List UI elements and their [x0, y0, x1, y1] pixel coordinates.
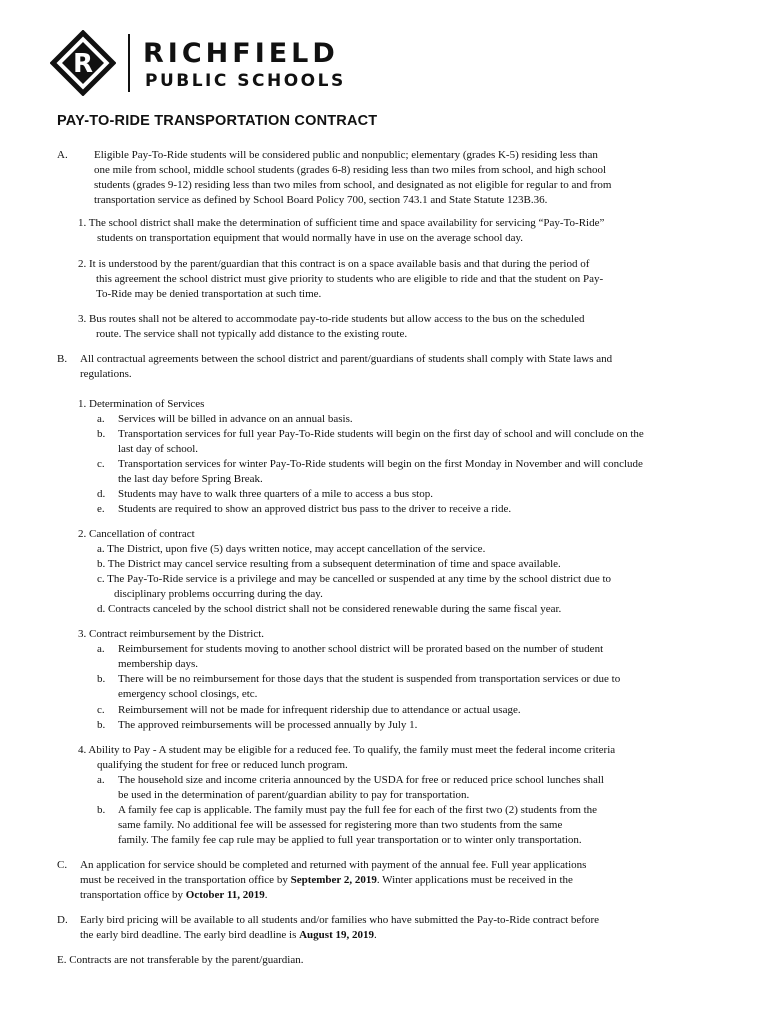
- list-item: b. The District may cancel service resulting from a subsequent determination of time and space available.: [97, 558, 561, 570]
- list-item: Reimbursement for students moving to another school district will be prorated based on the number of student: [118, 643, 604, 655]
- list-item: last day of school.: [118, 443, 199, 455]
- richfield-logo-icon: [50, 30, 116, 96]
- section-b-item-4: qualifying the student for free or reduced lunch program.: [97, 759, 348, 771]
- section-d-marker: D.: [57, 914, 68, 926]
- section-b-text: All contractual agreements between the school district and parent/guardians of students shall comply with State laws and: [80, 353, 613, 365]
- svg-text:R: R: [72, 49, 94, 79]
- section-c-text: transportation office by October 11, 2019.: [80, 889, 268, 901]
- section-a-marker: A.: [57, 149, 68, 161]
- list-item: membership days.: [118, 658, 199, 670]
- list-marker: b.: [97, 428, 106, 440]
- logo-divider: [128, 34, 130, 92]
- list-item: disciplinary problems occurring during the day.: [114, 588, 323, 600]
- list-marker: a.: [97, 413, 105, 425]
- section-b-item-4: 4. Ability to Pay - A student may be eligible for a reduced fee. To qualify, the family must meet the federal income criteria: [78, 744, 616, 756]
- section-a-item-2: this agreement the school district must give priority to students who are eligible to ride and that the student on Pay-: [96, 273, 604, 285]
- list-item: same family. No additional fee will be assessed for registering more than two students from the same: [118, 819, 563, 831]
- section-b-item-3-heading: 3. Contract reimbursement by the District.: [78, 628, 265, 640]
- list-marker: b.: [97, 804, 106, 816]
- list-item: Students may have to walk three quarters of a mile to access a bus stop.: [118, 488, 433, 500]
- section-a-text: transportation service as defined by School Board Policy 700, section 743.1 and State Statute 123B.36.: [94, 194, 548, 206]
- section-a-item-2: 2. It is understood by the parent/guardian that this contract is on a space available basis and that during the period of: [78, 258, 590, 270]
- list-item: Transportation services for full year Pay-To-Ride students will begin on the first day of school and will conclude on the: [118, 428, 644, 440]
- list-marker: d.: [97, 488, 106, 500]
- list-item: There will be no reimbursement for those days that the student is suspended from transportation services or due to: [118, 673, 621, 685]
- list-marker: e.: [97, 503, 105, 515]
- list-marker: a.: [97, 643, 105, 655]
- list-item: Reimbursement will not be made for infrequent ridership due to attendance or actual usage.: [118, 704, 521, 716]
- list-item: Transportation services for winter Pay-To-Ride students will begin on the first Monday in November and will conclude: [118, 458, 643, 470]
- list-item: c. The Pay-To-Ride service is a privilege and may be cancelled or suspended at any time by the school district due to: [97, 573, 612, 585]
- list-marker: a.: [97, 774, 105, 786]
- section-a-text: Eligible Pay-To-Ride students will be considered public and nonpublic; elementary (grades K-5) residing less than: [94, 149, 598, 161]
- section-d-text: the early bird deadline. The early bird deadline is August 19, 2019.: [80, 929, 377, 941]
- section-c-text: must be received in the transportation office by September 2, 2019. Winter applications must be received in the: [80, 874, 573, 886]
- section-d-text: Early bird pricing will be available to all students and/or families who have submitted the Pay-to-Ride contract before: [80, 914, 599, 926]
- list-marker: c.: [97, 704, 105, 716]
- deadline-winter: October 11, 2019: [185, 889, 265, 901]
- section-b-item-2-heading: 2. Cancellation of contract: [78, 528, 195, 540]
- section-b-item-1-heading: 1. Determination of Services: [78, 398, 205, 410]
- list-item: family. The family fee cap rule may be applied to full year transportation or to winter only transportation.: [118, 834, 582, 846]
- section-e-text: E. Contracts are not transferable by the parent/guardian.: [57, 954, 304, 966]
- section-a-item-1: students on transportation equipment that would normally have in use on the average school day.: [97, 232, 524, 244]
- section-a-item-3: route. The service shall not typically add distance to the existing route.: [96, 328, 408, 340]
- section-b-marker: B.: [57, 353, 68, 365]
- list-item: the last day before Spring Break.: [118, 473, 263, 485]
- list-item: The household size and income criteria announced by the USDA for free or reduced price school lunches shall: [118, 774, 604, 786]
- list-item: Students are required to show an approved district bus pass to the driver to receive a ride.: [118, 503, 512, 515]
- list-item: The approved reimbursements will be processed annually by July 1.: [118, 719, 418, 731]
- deadline-full-year: September 2, 2019: [290, 874, 377, 886]
- section-a-text: one mile from school, middle school students (grades 6-8) residing less than two miles from school, and high school: [94, 164, 607, 176]
- list-item: emergency school closings, etc.: [118, 688, 258, 700]
- list-marker: c.: [97, 458, 105, 470]
- deadline-early-bird: August 19, 2019: [299, 929, 374, 941]
- logo-wordmark: RICHFIELD: [143, 38, 339, 69]
- list-marker: b.: [97, 673, 106, 685]
- list-item: d. Contracts canceled by the school district shall not be considered renewable during the same fiscal year.: [97, 603, 562, 615]
- section-a-item-1: 1. The school district shall make the determination of sufficient time and space availability for servicing “Pay-To-Ride”: [78, 217, 605, 229]
- section-c-text: An application for service should be completed and returned with payment of the annual fee. Full year applications: [80, 859, 587, 871]
- list-item: a. The District, upon five (5) days written notice, may accept cancellation of the service.: [97, 543, 486, 555]
- section-a-text: students (grades 9-12) residing less than two miles from school, and designated as not eligible for regular to and from: [94, 179, 612, 191]
- list-item: be used in the determination of parent/guardian ability to pay for transportation.: [118, 789, 470, 801]
- list-item: A family fee cap is applicable. The family must pay the full fee for each of the first two (2) students from the: [118, 804, 598, 816]
- section-c-marker: C.: [57, 859, 68, 871]
- section-a-item-2: To-Ride may be denied transportation at such time.: [96, 288, 322, 300]
- page-title: PAY-TO-RIDE TRANSPORTATION CONTRACT: [57, 113, 378, 129]
- section-b-text: regulations.: [80, 368, 132, 380]
- section-a-item-3: 3. Bus routes shall not be altered to accommodate pay-to-ride students but allow access to the bus on the scheduled: [78, 313, 585, 325]
- list-item: Services will be billed in advance on an annual basis.: [118, 413, 353, 425]
- list-marker: b.: [97, 719, 106, 731]
- logo-subtitle: PUBLIC SCHOOLS: [145, 71, 346, 91]
